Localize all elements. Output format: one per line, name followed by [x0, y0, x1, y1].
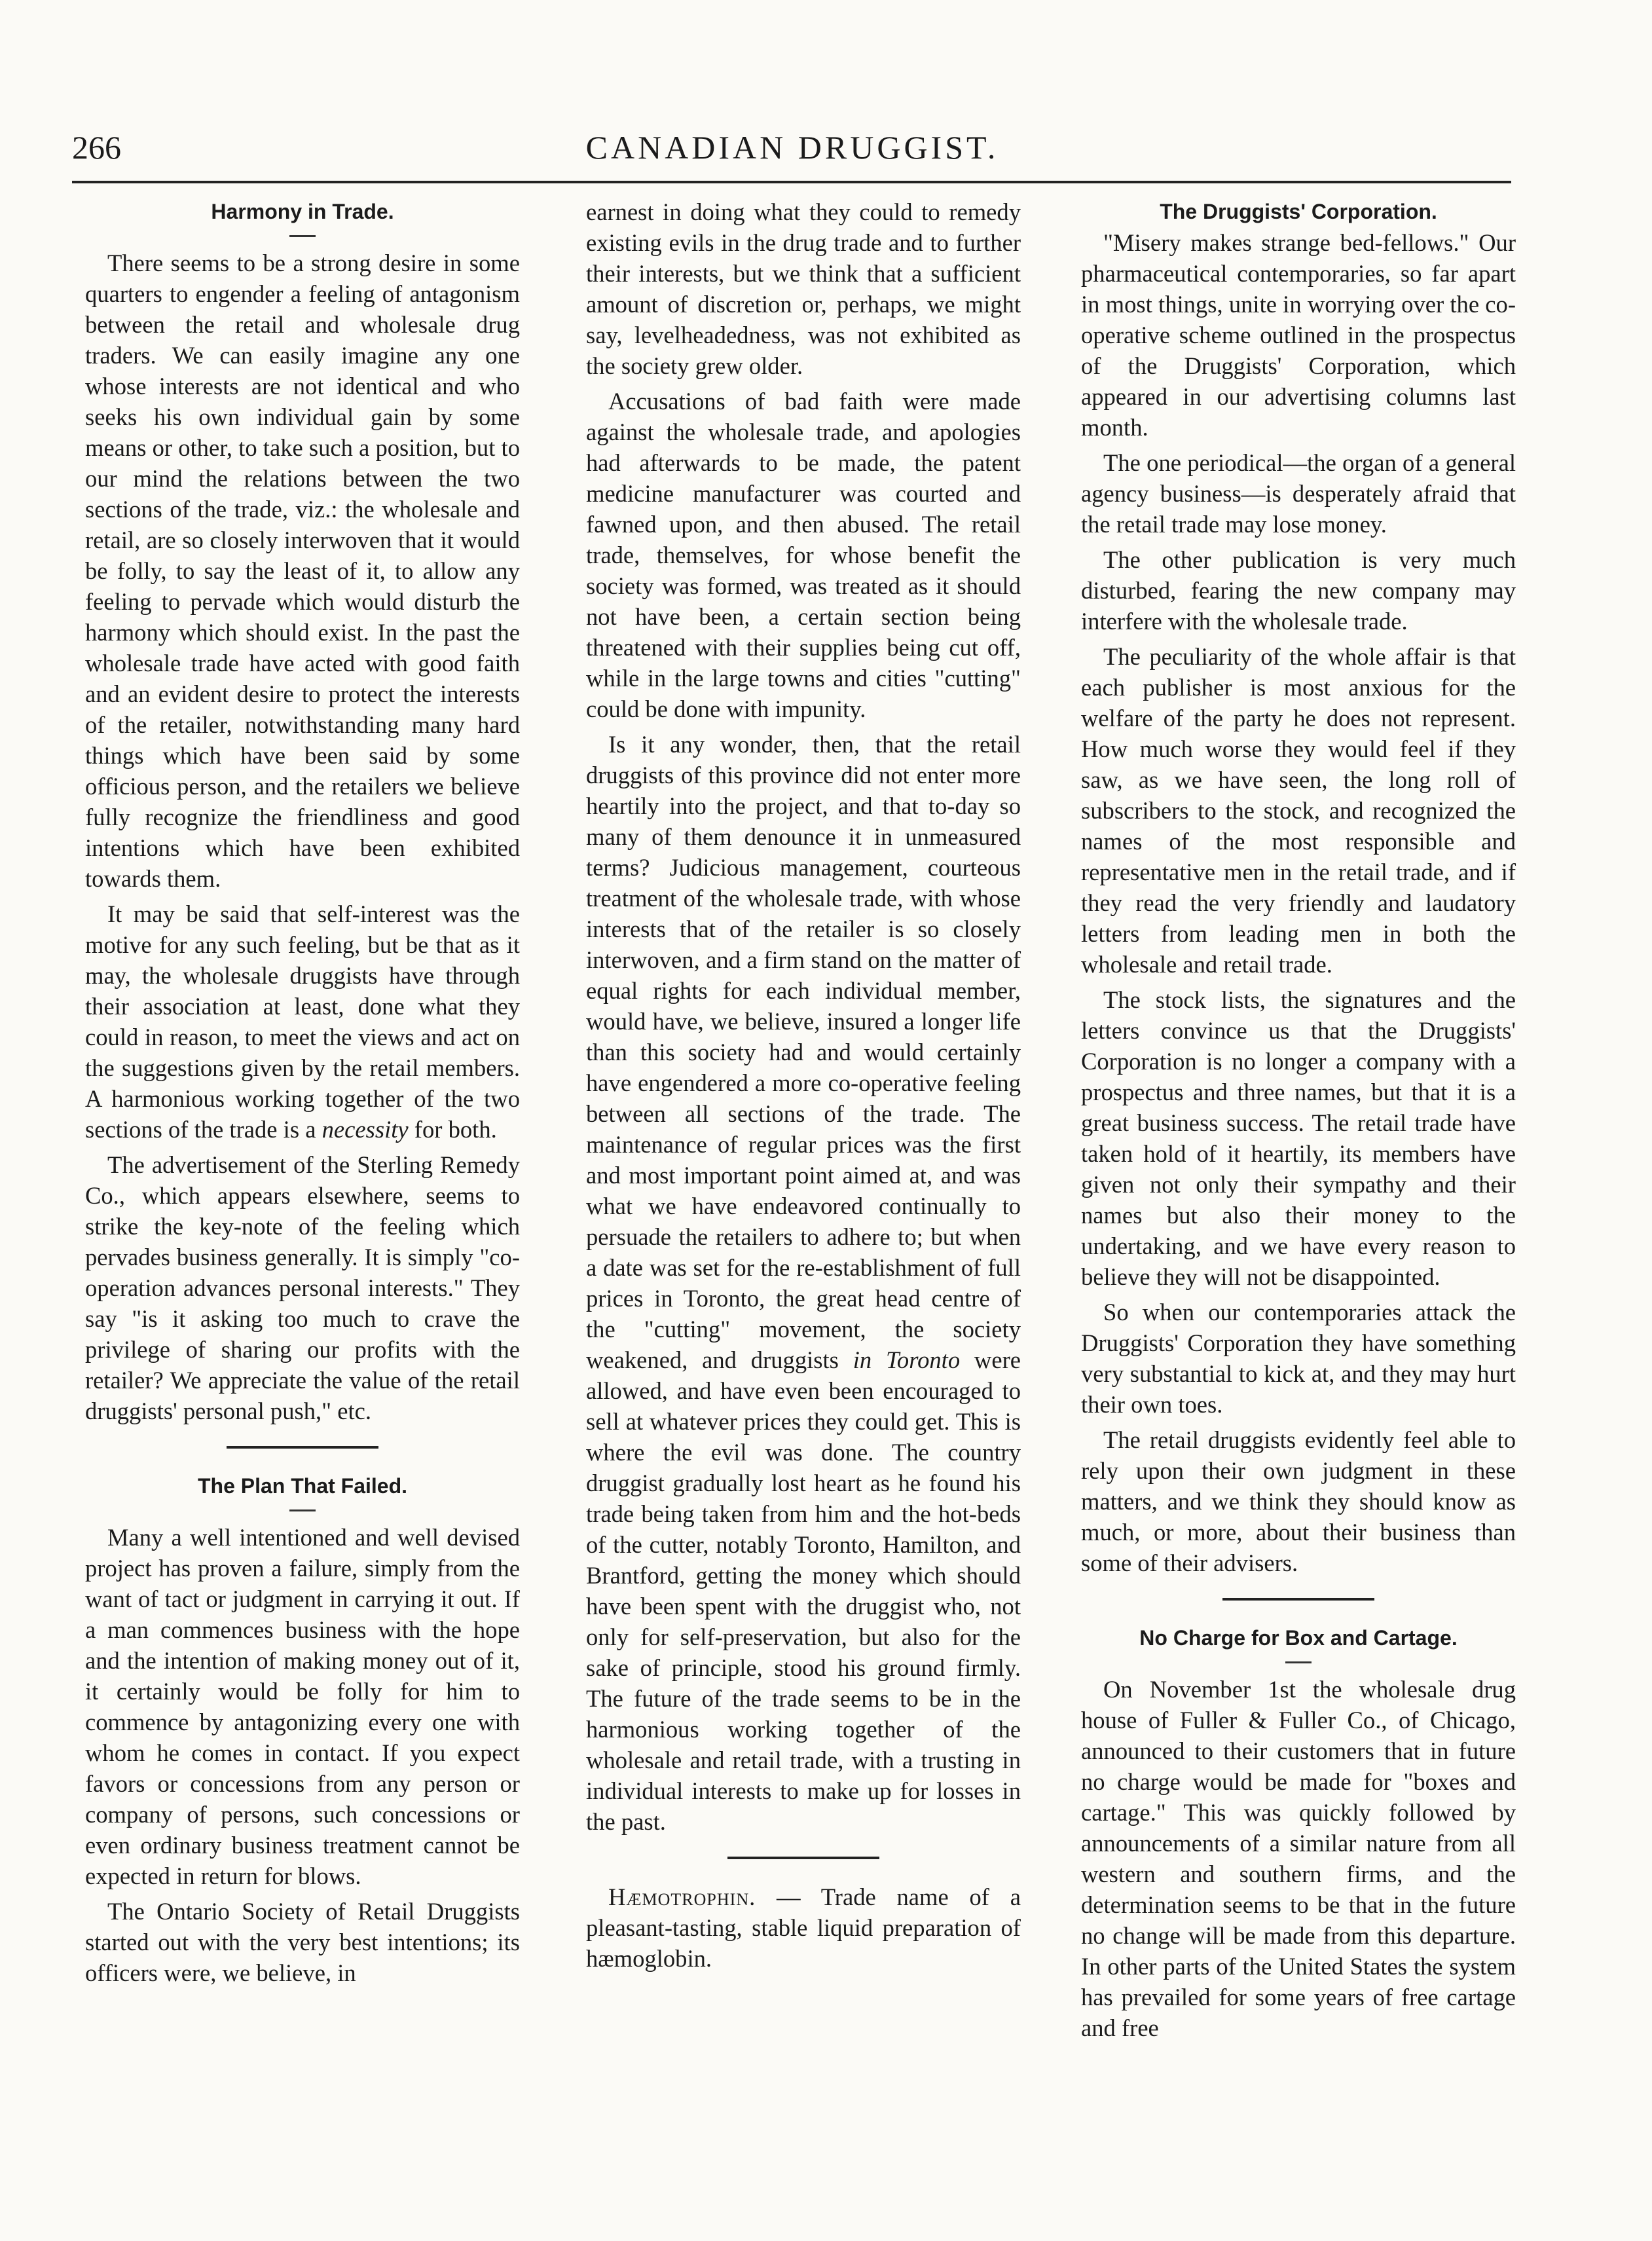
text-run: for both. — [408, 1116, 497, 1143]
paragraph — [85, 898, 520, 1145]
running-head — [72, 128, 1513, 182]
paragraph: The advertisement of the Sterling Remedy Co., which appears elsewhere, seems to strike the key-note of the feeling which pervades business generally. It is simply "co-operation advances personal interests." They say "is it asking too much to crave the privilege of sharing our profits with the retailer? We appreciate the value of the retail druggists' personal push," etc. — [85, 1151, 520, 1424]
column-1 — [85, 196, 520, 1993]
text-run: It may be said that self-interest was the motive for any such feeling, but be that as it may, the wholesale druggists have through their association at least, done what they could in reason, to meet the views and act on the suggestions given by the retail members. A harmonious working together of the two sections of the trade is a — [85, 900, 520, 1143]
paragraph: So when our contemporaries attack the Druggists' Corporation they have something very substantial to kick at, and they may hurt their own toes. — [1081, 1299, 1516, 1418]
article-title-harmony-in-trade: Harmony in Trade. — [211, 200, 394, 223]
paragraph: The Ontario Society of Retail Druggists started out with the very best intentions; its officers were, we believe, in — [85, 1898, 520, 1986]
column-3 — [1081, 196, 1516, 2048]
paragraph: The peculiarity of the whole affair is that each publisher is most anxious for the welfare of the party he does not represent. How much worse they would feel if they saw, as we have seen, the long roll of subscribers to the stock, and recognized the names of the most responsible and representative men in the retail trade, and if they read the very friendly and laudatory letters from leading men in both the wholesale and retail trade. — [1081, 643, 1516, 978]
italic-text: in Toronto — [853, 1346, 961, 1373]
paragraph: On November 1st the wholesale drug house of Fuller & Fuller Co., of Chicago, announced to their customers that in future no charge would be made for "boxes and cartage." This was quickly followed by announcements of a similar nature from all western and southern firms, and the determination seems to be that in the future no change will be made from this departure. In other parts of the United States the system has prevailed for some years of free cartage and free — [1081, 1676, 1516, 2041]
section-divider — [727, 1857, 879, 1859]
note-term: Hæmotrophin. — [608, 1883, 756, 1910]
title-dash — [289, 1509, 316, 1511]
text-run: were allowed, and have even been encouraged to sell at whatever prices they could get. This is where the evil was done. The country druggist gradually lost heart as he found his trade being taken from him and the hot-beds of the cutter, notably Toronto, Hamilton, and Brantford, getting the money which should have been spent with the druggist who, not only for self-preservation, but also for the sake of principle, stood his ground firmly. The future of the trade seems to be in the harmonious working together of the wholesale and retail trade, with a trusting in individual interests to make up for losses in the past. — [586, 1346, 1021, 1835]
page-number: 266 — [72, 129, 121, 166]
paragraph: earnest in doing what they could to remedy existing evils in the drug trade and to further their interests, but we think that a sufficient amount of discretion or, perhaps, we might say, levelheadedness, was not exhibited as the society grew older. — [586, 198, 1021, 379]
title-dash — [289, 235, 316, 237]
paragraph: The retail druggists evidently feel able to rely upon their own judgment in these matters, and we think they should know as much, or more, about their business than some of their advisers. — [1081, 1426, 1516, 1576]
section-divider — [227, 1446, 378, 1449]
column-2 — [586, 196, 1021, 1978]
article-title-no-charge-box-cartage: No Charge for Box and Cartage. — [1139, 1626, 1458, 1650]
header-rule — [72, 181, 1511, 183]
journal-title: CANADIAN DRUGGIST. — [585, 129, 999, 166]
paragraph — [586, 729, 1021, 1837]
title-dash — [1285, 1661, 1312, 1663]
italic-text: necessity — [321, 1116, 409, 1143]
paragraph: There seems to be a strong desire in some quarters to engender a feeling of antagonism between the retail and wholesale drug traders. We can easily imagine any one whose interests are not identical and who seeks his own individual gain by some means or other, to take such a position, but to our mind the relations between the two sections of the trade, viz.: the wholesale and retail, are so closely interwoven that it would be folly, to say the least of it, to allow any feeling to pervade which would disturb the harmony which should exist. In the past the wholesale trade have acted with good faith and an evident desire to protect the interests of the retailer, notwithstanding many hard things which have been said by some officious person, and the retailers we believe fully recognize the friendliness and good intentions which have been exhibited towards them. — [85, 250, 520, 892]
section-divider — [1222, 1598, 1374, 1601]
paragraph: Many a well intentioned and well devised project has proven a failure, simply from the want of tact or judgment in carrying it out. If a man commences business with the hope and the intention of making money out of it, it certainly would be folly for him to commence by antagonizing every one with whom he comes in contact. If you expect favors or concessions from any person or company of persons, such concessions or even ordinary business treatment cannot be expected in return for blows. — [85, 1524, 520, 1889]
article-title-druggists-corporation: The Druggists' Corporation. — [1160, 200, 1437, 223]
paragraph: The stock lists, the signatures and the letters convince us that the Druggists' Corporation is no longer a company with a prospectus and three names, but that it is a great business success. The retail trade have taken hold of it heartily, its members have given not only their sympathy and their names but also their money to the undertaking, and we have every reason to believe they will not be disappointed. — [1081, 986, 1516, 1290]
text-run: Is it any wonder, then, that the retail druggists of this province did not enter more heartily into the project, and that to-day so many of them denounce it in unmeasured terms? Judicious management, courteous treatment of the wholesale trade, with whose interests that of the retailer is so closely interwoven, and a firm stand on the matter of equal rights for each individual member, would have, we believe, insured a longer life than this society had and would certainly have engendered a more co-operative feeling between all sections of the trade. The maintenance of regular prices was the first and most important point aimed at, and was what we have endeavored continually to persuade the retailers to adhere to; but when a date was set for the re-establishment of full prices in Toronto, the great head centre of the "cutting" movement, the society weakened, and druggists — [586, 731, 1021, 1373]
article-title-plan-that-failed: The Plan That Failed. — [197, 1474, 408, 1498]
paragraph: The other publication is very much disturbed, fearing the new company may interfere with the wholesale trade. — [1081, 546, 1516, 635]
paragraph: The one periodical—the organ of a general agency business—is desperately afraid that the retail trade may lose money. — [1081, 449, 1516, 538]
paragraph: "Misery makes strange bed-fellows." Our pharmaceutical contemporaries, so far apart in most things, unite in worrying over the co-operative scheme outlined in the prospectus of the Druggists' Corporation, which appeared in our advertising columns last month. — [1081, 229, 1516, 441]
note-paragraph — [586, 1881, 1021, 1974]
text-run: — Trade name of a pleasant-tasting, stable liquid preparation of hæmoglobin. — [586, 1883, 1021, 1972]
paragraph: Accusations of bad faith were made against the wholesale trade, and apologies had afterwards to be made, the patent medicine manufacturer was courted and fawned upon, and then abused. The retail trade, themselves, for whose benefit the society was formed, was treated as it should not have been, a certain section being threatened with their supplies being cut off, while in the large towns and cities "cutting" could be done with impunity. — [586, 388, 1021, 722]
